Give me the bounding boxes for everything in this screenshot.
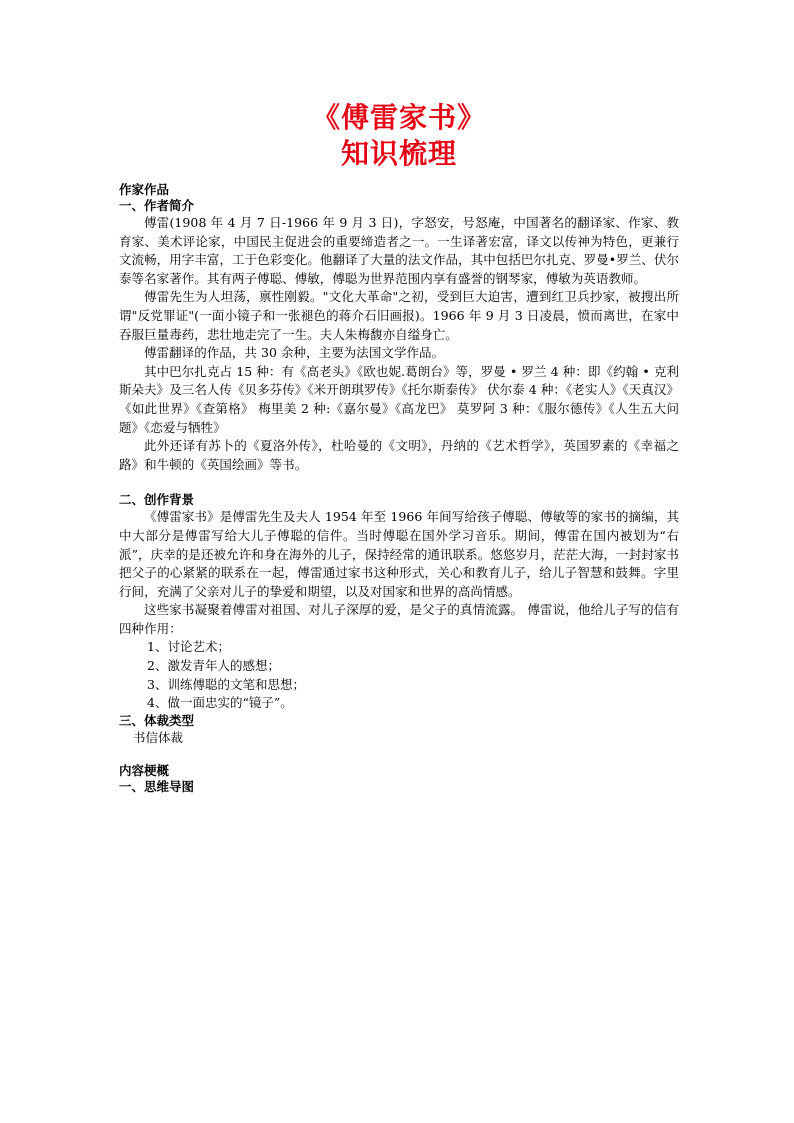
- heading-genre: 三、体裁类型: [119, 712, 195, 728]
- author-intro-paragraph-3: 傅雷翻译的作品，共 30 余种，主要为法国文学作品。: [144, 345, 445, 361]
- section-author-works: 作家作品: [119, 182, 170, 197]
- heading-author-intro: 一、作者简介: [119, 198, 195, 213]
- author-intro-paragraph-5: 此外还译有苏卜的《夏洛外传》，杜哈曼的《文明》，丹纳的《艺术哲学》，英国罗素的《幸福之路》和牛顿的《英国绘画》等书。: [119, 438, 679, 472]
- function-item-2: 2、激发青年人的感想；: [147, 658, 280, 674]
- heading-background: 二、创作背景: [119, 492, 195, 508]
- author-intro-paragraph-4: 其中巴尔扎克占 15 种：有《高老头》《欧也妮.葛朗台》等，罗曼 • 罗兰 4 种：即《约翰 • 克利斯朵夫》及三名人传《贝多芬传》《米开朗琪罗传》《托尔斯泰传》 伏尔泰 4 种：《老实人》《天真汉》《如此世界》《查第格》 梅里美 2 种:《嘉尔曼》《高龙巴》 莫罗阿 3 种：《服尔德传》《人生五大问题》《恋爱与牺牲》: [119, 363, 679, 435]
- function-item-3: 3、训练傅聪的文笔和思想；: [147, 676, 305, 692]
- function-item-4: 4、做一面忠实的“镜子”。: [147, 695, 293, 711]
- heading-mindmap: 一、思维导图: [119, 779, 195, 795]
- doc-title-line1: 《傅雷家书》: [311, 101, 486, 134]
- author-intro-paragraph-2: 傅雷先生为人坦荡，禀性刚毅。"文化大革命"之初，受到巨大迫害，遭到红卫兵抄家，被搜出所谓"反党罪证"(一面小镜子和一张褪色的蒋介石旧画报)。1966 年 9 月 3 日凌晨，愤而离世，在家中吞服巨量毒药，悲壮地走完了一生。夫人朱梅馥亦自缢身亡。: [119, 289, 679, 342]
- genre-text: 书信体裁: [133, 729, 184, 745]
- doc-title-line2: 知识梳理: [340, 137, 457, 170]
- spacer: [119, 747, 679, 763]
- background-paragraph-2: 这些家书凝聚着傅雷对祖国、对儿子深厚的爱，是父子的真情流露。 傅雷说，他给儿子写的信有四种作用：: [119, 602, 679, 636]
- spacer: [119, 474, 679, 492]
- section-content-summary: 内容梗概: [119, 763, 170, 779]
- function-item-1: 1、讨论艺术；: [147, 639, 230, 655]
- author-intro-paragraph-1: 傅雷(1908 年 4 月 7 日-1966 年 9 月 3 日)，字怒安，号怒庵，中国著名的翻译家、作家、教育家、美术评论家，中国民主促进会的重要缔造者之一。一生译著宏富，译文以传神为特色，更兼行文流畅，用字丰富，工于色彩变化。他翻译了大量的法文作品，其中包括巴尔扎克、罗曼•罗兰、伏尔泰等名家著作。其有两子傅聪、傅敏，傅聪为世界范围内享有盛誉的钢琴家，傅敏为英语教师。: [119, 215, 679, 286]
- document-page: [119, 100, 679, 795]
- background-paragraph-1: 《傅雷家书》是傅雷先生及夫人 1954 年至 1966 年间写给孩子傅聪、傅敏等的家书的摘编，其中大部分是傅雷写给大儿子傅聪的信件。当时傅聪在国外学习音乐。期间，傅雷在国内被划为“右派”，庆幸的是还被允许和身在海外的儿子，保持经常的通讯联系。悠悠岁月，茫茫大海，一封封家书把父子的心紧紧的联系在一起，傅雷通过家书这种形式，关心和教育儿子，给儿子智慧和鼓舞。字里行间，充满了父亲对儿子的挚爱和期望，以及对国家和世界的高尚情感。: [119, 509, 679, 599]
